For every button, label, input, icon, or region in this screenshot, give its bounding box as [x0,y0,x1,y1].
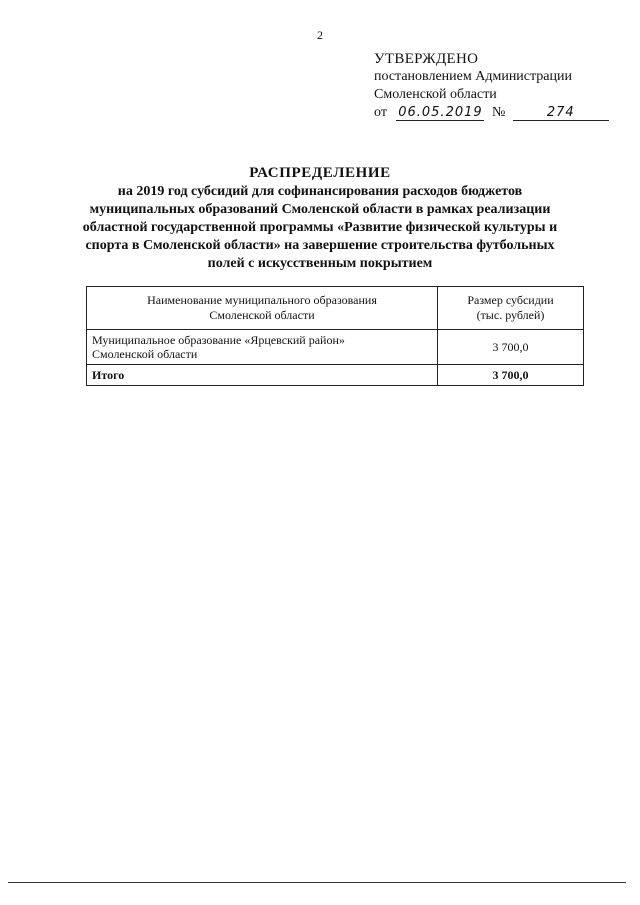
approval-line-1: постановлением Администрации [374,69,572,84]
page-number: 2 [317,28,323,42]
subtitle-line: областной государственной программы «Развитие физической культуры и [82,220,558,235]
approval-date-line [374,104,609,124]
handwritten-date: 06.05.2019 [398,105,483,120]
cell-text: Муниципальное образование «Ярцевский район» [92,333,345,347]
subsidy-amount-cell: 3 700,0 [438,330,584,365]
title-block [60,163,580,273]
subtitle-line: муниципальных образований Смоленской области в рамках реализации [89,202,551,217]
subtitle-line: полей с искусственным покрытием [207,256,433,271]
table-total-row [87,365,584,386]
document-subtitle [60,183,580,273]
municipality-name-cell [87,330,438,365]
header-text: (тыс. рублей) [476,308,545,322]
approval-line-2: Смоленской области [374,87,497,102]
total-amount-cell: 3 700,0 [438,365,584,386]
subtitle-line: на 2019 год субсидий для софинансирования расходов бюджетов [117,184,523,199]
approval-block [374,50,609,124]
number-prefix: № [491,105,506,120]
document-title: РАСПРЕДЕЛЕНИЕ [249,165,391,181]
handwritten-number: 274 [513,106,609,121]
subtitle-line: спорта в Смоленской области» на завершение строительства футбольных [85,238,555,253]
total-label-cell: Итого [87,365,438,386]
date-prefix: от [374,105,387,120]
header-text: Наименование муниципального образования [147,293,377,307]
header-name-column [87,287,438,330]
bottom-rule [8,882,626,883]
approval-heading: УТВЕРЖДЕНО [374,51,479,67]
table-row [87,330,584,365]
distribution-table [86,286,584,386]
header-text: Смоленской области [209,308,315,322]
header-amount-column [438,287,584,330]
header-text: Размер субсидии [467,293,554,307]
cell-text: Смоленской области [92,347,198,361]
table-header-row [87,287,584,330]
